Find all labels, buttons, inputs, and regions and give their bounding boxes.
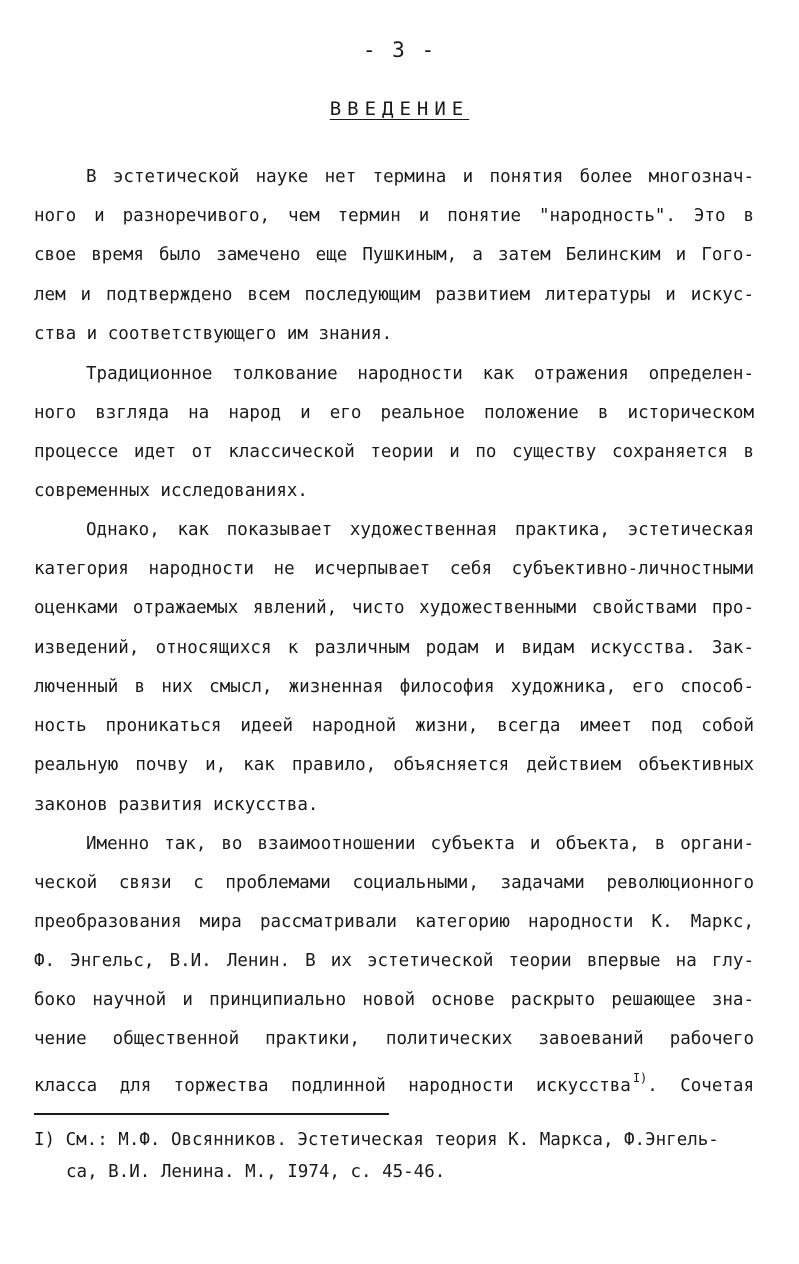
section-heading: ВВЕДЕНИЕ	[329, 98, 470, 120]
paragraph-2-line: процессе идет от классической теории и по существу сохраняется в	[34, 442, 754, 462]
paragraph-3-line: Однако, как показывает художественная практика, эстетическая	[86, 520, 754, 540]
paragraph-4-line: преобразования мира рассматривали категорию народности К. Маркс,	[34, 912, 754, 932]
paragraph-1-line: В эстетической науке нет термина и понятия более многознач-	[86, 167, 754, 187]
paragraph-4-last-line-text: класса для торжества подлинной народности искусства	[34, 1076, 631, 1096]
paragraph-4-line: ческой связи с проблемами социальными, задачами революционного	[34, 873, 754, 893]
paragraph-1-line: ства и соответствующего им знания.	[34, 324, 393, 344]
paragraph-3-line: оценками отражаемых явлений, чисто художественными свойствами про-	[34, 598, 754, 618]
paragraph-2-line: современных исследованиях.	[34, 481, 308, 501]
paragraph-1-line: свое время было замечено еще Пушкиным, а затем Белинским и Гого-	[34, 245, 754, 265]
paragraph-2-line: ного взгляда на народ и его реальное положение в историческом	[34, 403, 754, 423]
footnote-line: I) См.: М.Ф. Овсянников. Эстетическая теория К. Маркса, Ф.Энгель-	[34, 1130, 719, 1150]
paragraph-3-line: категория народности не исчерпывает себя субъективно-личностными	[34, 559, 754, 579]
paragraph-3-line: реальную почву и, как правило, объясняется действием объективных	[34, 755, 754, 775]
paragraph-4-line	[34, 1066, 754, 1098]
paragraph-1-line: ного и разноречивого, чем термин и понятие "народность". Это в	[34, 206, 754, 226]
paragraph-4-line: Именно так, во взаимоотношении субъекта и объекта, в органи-	[86, 834, 754, 854]
paragraph-4-line: Ф. Энгельс, В.И. Ленин. В их эстетической теории впервые на глу-	[34, 951, 754, 971]
paragraph-3-line: люченный в них смысл, жизненная философия художника, его способ-	[34, 677, 754, 697]
paragraph-4-line: боко научной и принципиально новой основе раскрыто решающее зна-	[34, 990, 754, 1010]
paragraph-3-line: законов развития искусства.	[34, 795, 319, 815]
paragraph-1-line: лем и подтверждено всем последующим развитием литературы и искус-	[34, 285, 754, 305]
paragraph-3-line: изведений, относящихся к различным родам и видам искусства. Зак-	[34, 638, 754, 658]
paragraph-3-line: ность проникаться идеей народной жизни, всегда имеет под собой	[34, 716, 754, 736]
paragraph-4-last-line-continuation: . Сочетая	[647, 1076, 754, 1096]
footnote-line: са, В.И. Ленина. М., I974, с. 45-46.	[66, 1162, 446, 1182]
page-number: - 3 -	[362, 38, 437, 62]
footnote-reference: I)	[632, 1071, 648, 1085]
paragraph-2-line: Традиционное толкование народности как отражения определен-	[86, 364, 754, 384]
footnote-divider	[34, 1113, 389, 1115]
paragraph-4-line: чение общественной практики, политических завоеваний рабочего	[34, 1029, 754, 1049]
